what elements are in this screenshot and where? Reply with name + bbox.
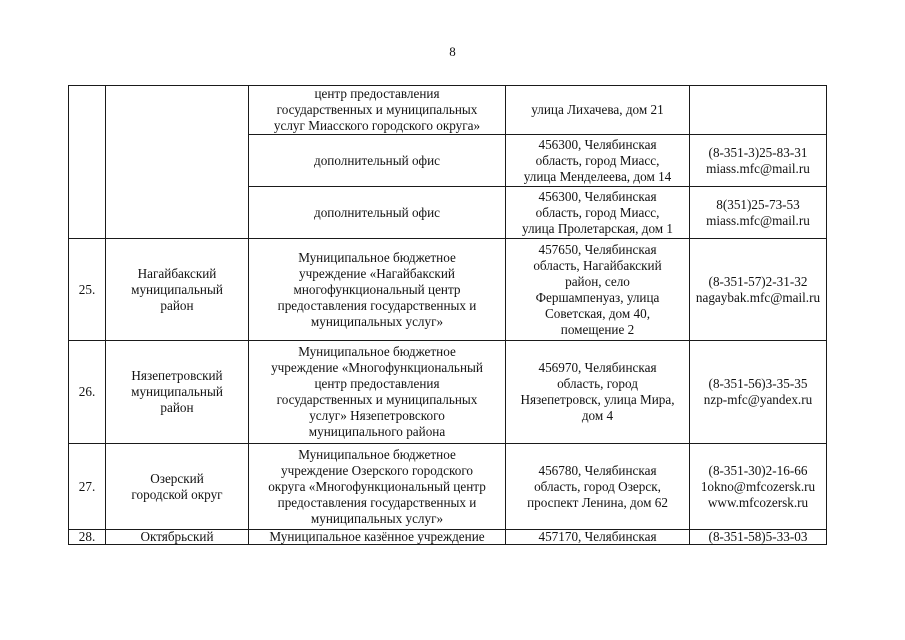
territory-cell: Октябрьский: [106, 530, 249, 545]
address-cell: 456300, Челябинская область, город Миасс, улица Пролетарская, дом 1: [506, 187, 690, 239]
mfc-table: [68, 85, 827, 545]
email-address[interactable]: 1okno@mfcozersk.ru: [700, 478, 816, 494]
table-row: [69, 86, 827, 135]
contacts-cell: [690, 530, 827, 545]
organization-cell: дополнительный офис: [249, 187, 506, 239]
table-row: [69, 341, 827, 444]
territory-cell: Нагайбакский муниципальный район: [106, 239, 249, 341]
email-address[interactable]: nzp-mfc@yandex.ru: [703, 392, 813, 407]
row-number: 26.: [69, 341, 106, 444]
table-row: [69, 239, 827, 341]
territory-cell: Озерский городской округ: [106, 444, 249, 530]
email-address[interactable]: miass.mfc@mail.ru: [706, 160, 810, 176]
address-cell: улица Лихачева, дом 21: [506, 86, 690, 135]
phone-number: (8-351-30)2-16-66: [708, 462, 808, 478]
phone-number: (8-351-57)2-31-32: [708, 273, 808, 289]
contacts-cell: [690, 444, 827, 530]
territory-cell: Нязепетровский муниципальный район: [106, 341, 249, 444]
contacts-cell: [690, 187, 827, 239]
row-number: [69, 86, 106, 239]
email-address[interactable]: miass.mfc@mail.ru: [706, 212, 810, 228]
phone-number: (8-351-3)25-83-31: [708, 144, 808, 160]
address-cell: 456970, Челябинская область, город Нязепетровск, улица Мира, дом 4: [506, 341, 690, 444]
page-number: 8: [449, 44, 456, 59]
row-number: 28.: [69, 530, 106, 545]
contacts-cell: [690, 135, 827, 187]
table-row: [69, 530, 827, 545]
phone-number: (8-351-58)5-33-03: [708, 529, 808, 544]
address-cell: 456300, Челябинская область, город Миасс, улица Менделеева, дом 14: [506, 135, 690, 187]
territory-cell: [106, 86, 249, 239]
contacts-cell: [690, 341, 827, 444]
organization-cell: центр предоставления государственных и муниципальных услуг Миасского городского округа»: [249, 86, 506, 135]
phone-number: 8(351)25-73-53: [716, 196, 800, 212]
organization-cell: дополнительный офис: [249, 135, 506, 187]
contacts-cell: [690, 86, 827, 135]
row-number: 27.: [69, 444, 106, 530]
contacts-cell: [690, 239, 827, 341]
address-cell: 456780, Челябинская область, город Озерск, проспект Ленина, дом 62: [506, 444, 690, 530]
row-number: 25.: [69, 239, 106, 341]
organization-cell: Муниципальное бюджетное учреждение Озерского городского округа «Многофункциональный центр предоставления государственных и муниципальных услуг»: [249, 444, 506, 530]
address-cell: 457650, Челябинская область, Нагайбакский район, село Фершампенуаз, улица Советская, дом 40, помещение 2: [506, 239, 690, 341]
organization-cell: Муниципальное казённое учреждение: [249, 530, 506, 545]
address-cell: 457170, Челябинская: [506, 530, 690, 545]
email-address[interactable]: nagaybak.mfc@mail.ru: [695, 289, 821, 305]
organization-cell: Муниципальное бюджетное учреждение «Нагайбакский многофункциональный центр предоставления государственных и муниципальных услуг»: [249, 239, 506, 341]
phone-number: (8-351-56)3-35-35: [708, 376, 808, 391]
organization-cell: Муниципальное бюджетное учреждение «Многофункциональный центр предоставления государственных и муниципальных услуг» Нязепетровского муниципального района: [249, 341, 506, 444]
table-row: [69, 444, 827, 530]
website-link[interactable]: www.mfcozersk.ru: [707, 494, 809, 510]
